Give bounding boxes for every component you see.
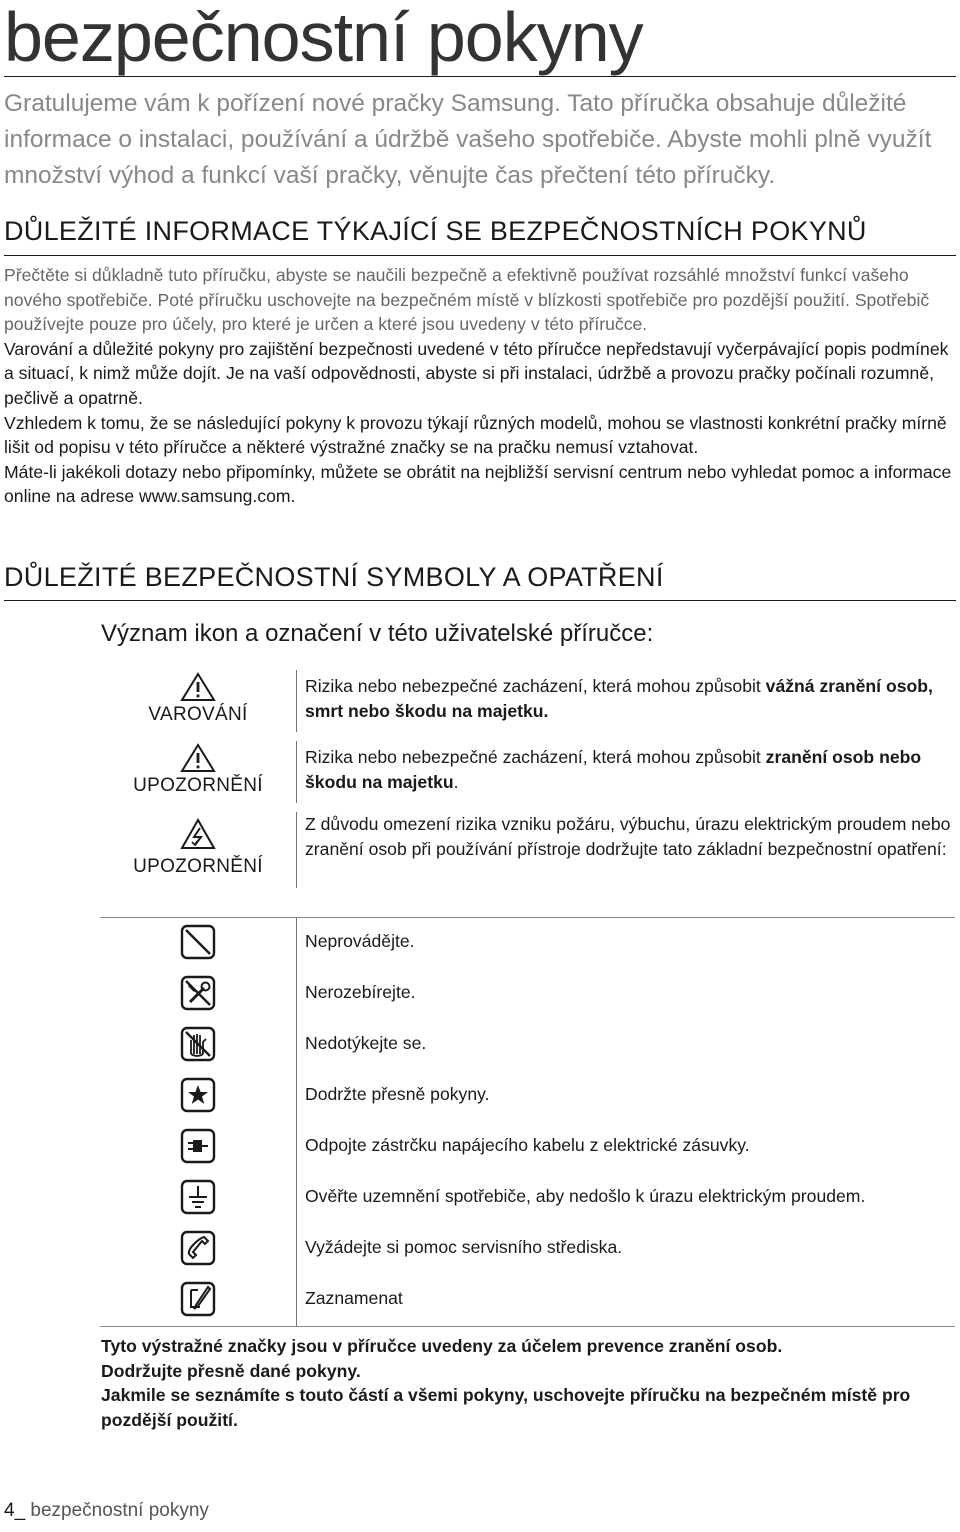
symbol-label: UPOZORNĚNÍ [133, 856, 263, 877]
page-footer [4, 1500, 209, 1522]
note-icon [180, 1281, 216, 1317]
safety-info-body [4, 263, 954, 509]
warning-triangle-icon [180, 672, 216, 702]
instruction-row [100, 969, 955, 1020]
safety-notice [101, 1334, 951, 1432]
do-not-disassemble-icon [180, 975, 216, 1011]
caution-triangle-icon [180, 743, 216, 773]
do-not-icon [180, 924, 216, 960]
section-rule [4, 255, 956, 256]
instruction-text: Zaznamenat [305, 1288, 403, 1308]
unplug-icon [180, 1128, 216, 1164]
title-rule [4, 76, 956, 77]
divider [296, 1275, 297, 1326]
notice-line: Jakmile se seznámíte s touto částí a všemi pokyny, uschovejte příručku na bezpečném místě pro pozdější použití. [101, 1385, 911, 1430]
instruction-text: Nedotýkejte se. [305, 1033, 427, 1053]
page-number: 4_ [4, 1500, 26, 1521]
paragraph-part: Spotřebič používejte pouze pro účely, pro které je určen a které jsou uvedeny v této příručce. [4, 289, 930, 335]
section-rule [4, 600, 956, 601]
instruction-text: Ověřte uzemnění spotřebiče, aby nedošlo k úrazu elektrickým proudem. [305, 1186, 866, 1206]
instruction-row [100, 1071, 955, 1122]
follow-instructions-icon [180, 1077, 216, 1113]
electric-caution-icon [180, 818, 216, 850]
instruction-row [100, 1020, 955, 1071]
divider [296, 741, 297, 803]
instruction-row [100, 1224, 955, 1275]
do-not-touch-icon [180, 1026, 216, 1062]
symbol-label: VAROVÁNÍ [148, 704, 248, 725]
instruction-text: Neprovádějte. [305, 931, 415, 951]
paragraph-part: Je na vaší odpovědnosti, abyste si při instalaci, údržbě a provozu pračky počínali rozumně, pečlivě a opatrně. [4, 363, 935, 408]
desc-text: . [453, 772, 459, 792]
paragraph-part: Poté příručku uschovejte na bezpečném místě v blízkosti spotřebiče pro pozdější použití. [152, 289, 850, 310]
symbol-description [305, 812, 955, 862]
instruction-text: Dodržte přesně pokyny. [305, 1084, 490, 1104]
desc-text: Rizika nebo nebezpečné zacházení, která mohou způsobit [305, 747, 766, 767]
paragraph [4, 263, 954, 337]
divider [296, 670, 297, 732]
ground-icon [180, 1179, 216, 1215]
paragraph-part: Přečtěte si důkladně tuto příručku, abyste se naučili bezpečně a efektivně používat rozsáhlé množství funkcí vašeho nového spotřebiče. [4, 265, 909, 310]
divider [296, 1122, 297, 1173]
footer-title: bezpečnostní pokyny [25, 1500, 209, 1521]
divider [296, 1173, 297, 1224]
instruction-row [100, 1275, 955, 1326]
instruction-text: Vyžádejte si pomoc servisního střediska. [305, 1237, 623, 1257]
section-heading-symbols: DŮLEŽITÉ BEZPEČNOSTNÍ SYMBOLY A OPATŘENÍ [4, 562, 664, 592]
paragraph-part: Varování a důležité pokyny pro zajištění bezpečnosti uvedené v této příručce nepředstavují vyčerpávající popis podmínek a situací, k nimž může dojít. [4, 338, 949, 384]
table-rule [100, 1326, 955, 1327]
page-title: bezpečnostní pokyny [4, 0, 643, 76]
desc-emphasis: vážná zranění osob, smrt nebo škodu na majetku. [305, 676, 933, 721]
symbol-row-electric-caution [100, 812, 955, 888]
instruction-row [100, 1122, 955, 1173]
divider [296, 812, 297, 888]
desc-text: Rizika nebo nebezpečné zacházení, která mohou způsobit [305, 676, 766, 696]
divider [296, 1020, 297, 1071]
instruction-row [100, 918, 955, 969]
divider [296, 1224, 297, 1275]
call-service-icon [180, 1230, 216, 1266]
symbols-subheading: Význam ikon a označení v této uživatelské příručce: [101, 620, 654, 647]
instruction-text: Odpojte zástrčku napájecího kabelu z elektrické zásuvky. [305, 1135, 750, 1155]
symbol-label: UPOZORNĚNÍ [133, 775, 263, 796]
divider [296, 969, 297, 1020]
paragraph: Vzhledem k tomu, že se následující pokyny k provozu týkají různých modelů, mohou se vlastnosti konkrétní pračky mírně lišit od popisu v této příručce a některé výstražné značky se na pračku nemusí vztahovat. [4, 412, 947, 458]
divider [296, 918, 297, 969]
section-heading-safety-info: DŮLEŽITÉ INFORMACE TÝKAJÍCÍ SE BEZPEČNOSTNÍCH POKYNŮ [4, 216, 867, 246]
symbol-description [305, 745, 955, 795]
desc-emphasis: zranění osob nebo škodu na majetku [305, 747, 922, 792]
paragraph: Máte-li jakékoli dotazy nebo připomínky, můžete se obrátit na nejbližší servisní centrum nebo vyhledat pomoc a informace online na adrese www.samsung.com. [4, 461, 952, 507]
symbol-description [305, 674, 955, 724]
instruction-row [100, 1173, 955, 1224]
symbol-row-caution [100, 741, 955, 803]
symbol-row-warning [100, 670, 955, 732]
paragraph [4, 337, 954, 411]
notice-line: Dodržujte přesně dané pokyny. [101, 1360, 361, 1381]
notice-line: Tyto výstražné značky jsou v příručce uvedeny za účelem prevence zranění osob. [101, 1336, 783, 1356]
instruction-text: Nerozebírejte. [305, 982, 416, 1002]
desc-text: Z důvodu omezení rizika vzniku požáru, výbuchu, úrazu elektrickým proudem nebo zranění osob při používání přístroje dodržujte tato základní bezpečnostní opatření: [305, 814, 951, 859]
divider [296, 1071, 297, 1122]
intro-paragraph: Gratulujeme vám k pořízení nové pračky Samsung. Tato příručka obsahuje důležité informace o instalaci, používání a údržbě vašeho spotřebiče. Abyste mohli plně využít množství výhod a funkcí vaší pračky, věnujte čas přečtení této příručky. [4, 90, 932, 189]
